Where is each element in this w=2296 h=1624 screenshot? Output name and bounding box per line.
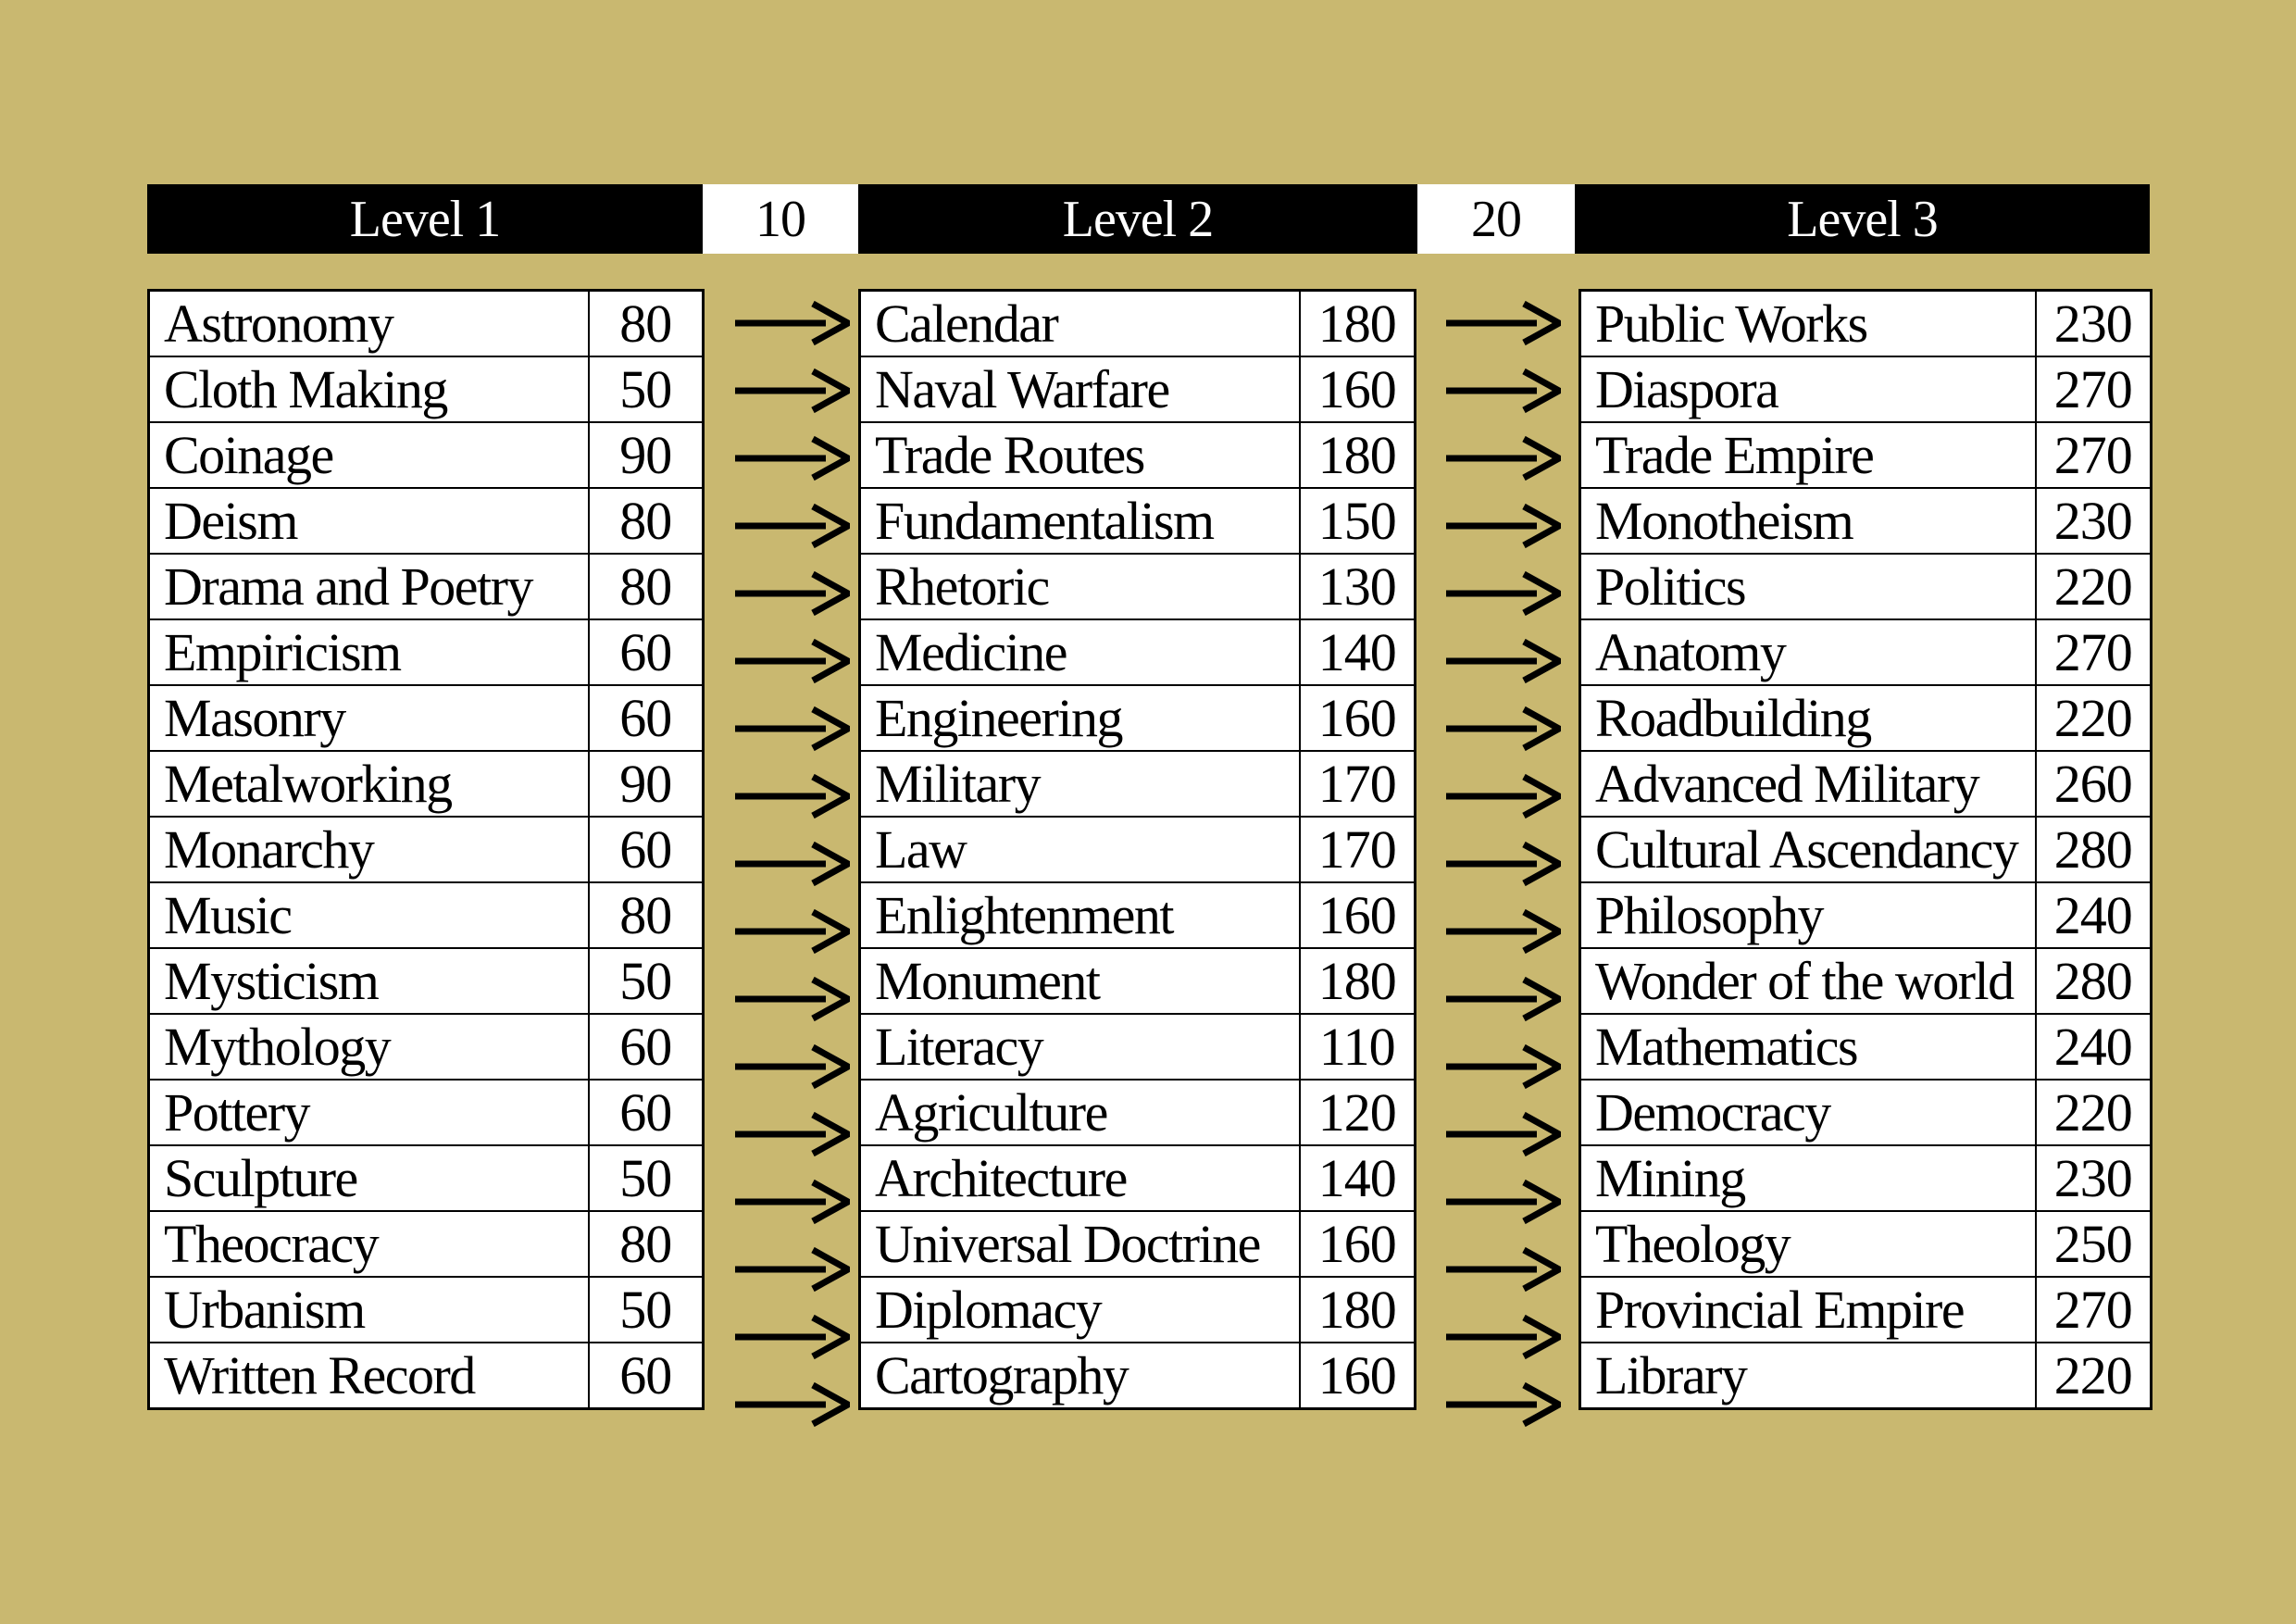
table-row [1580, 817, 2152, 882]
level2-to-level3-cost-value: 20 [1471, 190, 1521, 248]
table-row [1580, 422, 2152, 488]
technology-name: Coinage [149, 422, 589, 488]
right-arrow-icon [1442, 830, 1563, 897]
technology-name: Cloth Making [149, 356, 589, 422]
level1-header [147, 184, 703, 254]
table-row [860, 882, 1416, 948]
technology-cost: 240 [2036, 882, 2152, 948]
technology-cost: 60 [589, 1343, 704, 1409]
table-row [149, 291, 704, 357]
technology-cost: 50 [589, 948, 704, 1014]
technology-cost: 50 [589, 1145, 704, 1211]
technology-name: Sculpture [149, 1145, 589, 1211]
right-arrow-icon [731, 830, 852, 897]
right-arrow-icon [731, 1168, 852, 1235]
table-row [1580, 1014, 2152, 1080]
technology-name: Naval Warfare [860, 356, 1300, 422]
technology-name: Anatomy [1580, 619, 2036, 685]
technology-cost: 60 [589, 619, 704, 685]
table-row [1580, 1080, 2152, 1145]
technology-cost: 160 [1300, 356, 1416, 422]
technology-cost: 230 [2036, 291, 2152, 357]
technology-cost: 270 [2036, 356, 2152, 422]
technology-cost: 160 [1300, 882, 1416, 948]
technology-name: Mathematics [1580, 1014, 2036, 1080]
table-row [149, 422, 704, 488]
right-arrow-icon [1442, 289, 1563, 356]
right-arrow-icon [1442, 356, 1563, 424]
technology-name: Mythology [149, 1014, 589, 1080]
technology-cost: 80 [589, 1211, 704, 1277]
table-row [860, 554, 1416, 619]
level1-header-label: Level 1 [349, 190, 501, 248]
technology-name: Urbanism [149, 1277, 589, 1343]
technology-cost: 240 [2036, 1014, 2152, 1080]
table-row [860, 619, 1416, 685]
technology-name: Calendar [860, 291, 1300, 357]
table-row [860, 422, 1416, 488]
right-arrow-icon [731, 762, 852, 830]
technology-name: Fundamentalism [860, 488, 1300, 554]
technology-cost: 60 [589, 817, 704, 882]
table-row [1580, 291, 2152, 357]
level2-to-level3-cost [1417, 184, 1575, 254]
technology-name: Mysticism [149, 948, 589, 1014]
right-arrow-icon [1442, 1100, 1563, 1168]
right-arrow-icon [1442, 1303, 1563, 1370]
level2-table [858, 289, 1416, 1410]
technology-name: Trade Routes [860, 422, 1300, 488]
table-row [1580, 882, 2152, 948]
technology-cost: 80 [589, 488, 704, 554]
table-row [1580, 948, 2152, 1014]
technology-name: Written Record [149, 1343, 589, 1409]
technology-cost: 280 [2036, 817, 2152, 882]
technology-name: Astronomy [149, 291, 589, 357]
table-row [149, 1080, 704, 1145]
right-arrow-icon [731, 1370, 852, 1438]
table-row [1580, 1343, 2152, 1409]
table-row [149, 1277, 704, 1343]
technology-cost: 90 [589, 422, 704, 488]
technology-cost: 180 [1300, 422, 1416, 488]
technology-name: Deism [149, 488, 589, 554]
table-row [860, 291, 1416, 357]
technology-name: Diplomacy [860, 1277, 1300, 1343]
table-row [149, 817, 704, 882]
technology-name: Public Works [1580, 291, 2036, 357]
table-row [149, 751, 704, 817]
technology-name: Rhetoric [860, 554, 1300, 619]
table-row [1580, 554, 2152, 619]
technology-cost: 170 [1300, 817, 1416, 882]
technology-cost: 50 [589, 1277, 704, 1343]
table-row [860, 1277, 1416, 1343]
right-arrow-icon [1442, 897, 1563, 965]
technology-cost: 60 [589, 1080, 704, 1145]
technology-cost: 230 [2036, 1145, 2152, 1211]
table-row [1580, 488, 2152, 554]
technology-name: Theology [1580, 1211, 2036, 1277]
table-row [860, 1014, 1416, 1080]
table-row [860, 356, 1416, 422]
technology-name: Advanced Military [1580, 751, 2036, 817]
technology-cost: 230 [2036, 488, 2152, 554]
table-row [149, 619, 704, 685]
level2-header [858, 184, 1417, 254]
right-arrow-icon [1442, 1168, 1563, 1235]
table-row [149, 1145, 704, 1211]
table-row [149, 882, 704, 948]
table-row [860, 1080, 1416, 1145]
technology-name: Wonder of the world [1580, 948, 2036, 1014]
technology-cost: 170 [1300, 751, 1416, 817]
technology-cost: 270 [2036, 422, 2152, 488]
right-arrow-icon [1442, 762, 1563, 830]
level1-to-level2-cost [703, 184, 858, 254]
technology-name: Engineering [860, 685, 1300, 751]
technology-cost: 120 [1300, 1080, 1416, 1145]
technology-name: Diaspora [1580, 356, 2036, 422]
table-row [1580, 1145, 2152, 1211]
technology-cost: 90 [589, 751, 704, 817]
technology-cost: 160 [1300, 1211, 1416, 1277]
technology-name: Trade Empire [1580, 422, 2036, 488]
table-row [149, 1343, 704, 1409]
right-arrow-icon [731, 289, 852, 356]
right-arrow-icon [731, 356, 852, 424]
table-row [1580, 1211, 2152, 1277]
technology-name: Architecture [860, 1145, 1300, 1211]
level3-header-label: Level 3 [1787, 190, 1938, 248]
table-row [149, 685, 704, 751]
table-row [149, 488, 704, 554]
right-arrow-icon [731, 897, 852, 965]
table-row [860, 685, 1416, 751]
level1-table [147, 289, 705, 1410]
table-row [860, 817, 1416, 882]
technology-cost: 280 [2036, 948, 2152, 1014]
technology-name: Politics [1580, 554, 2036, 619]
technology-cost: 260 [2036, 751, 2152, 817]
right-arrow-icon [731, 694, 852, 762]
technology-name: Music [149, 882, 589, 948]
table-row [1580, 685, 2152, 751]
technology-cost: 80 [589, 291, 704, 357]
technology-cost: 160 [1300, 685, 1416, 751]
right-arrow-icon [1442, 627, 1563, 694]
level3-table [1578, 289, 2152, 1410]
technology-name: Empiricism [149, 619, 589, 685]
table-row [860, 751, 1416, 817]
technology-name: Mining [1580, 1145, 2036, 1211]
technology-name: Library [1580, 1343, 2036, 1409]
right-arrow-icon [731, 627, 852, 694]
level1-to-level2-cost-value: 10 [755, 190, 805, 248]
technology-cost: 80 [589, 554, 704, 619]
technology-name: Universal Doctrine [860, 1211, 1300, 1277]
technology-cost: 180 [1300, 1277, 1416, 1343]
technology-cost: 220 [2036, 554, 2152, 619]
right-arrow-icon [1442, 1370, 1563, 1438]
technology-name: Monotheism [1580, 488, 2036, 554]
technology-name: Literacy [860, 1014, 1300, 1080]
level2-to-level3-arrows [1442, 289, 1563, 1438]
technology-name: Monument [860, 948, 1300, 1014]
technology-name: Theocracy [149, 1211, 589, 1277]
technology-name: Medicine [860, 619, 1300, 685]
technology-cost: 140 [1300, 619, 1416, 685]
table-row [149, 1211, 704, 1277]
technology-cost: 50 [589, 356, 704, 422]
right-arrow-icon [731, 492, 852, 559]
technology-name: Drama and Poetry [149, 554, 589, 619]
technology-name: Provincial Empire [1580, 1277, 2036, 1343]
table-row [860, 488, 1416, 554]
table-row [1580, 751, 2152, 817]
right-arrow-icon [1442, 424, 1563, 492]
right-arrow-icon [1442, 694, 1563, 762]
technology-name: Monarchy [149, 817, 589, 882]
table-row [860, 1343, 1416, 1409]
right-arrow-icon [1442, 492, 1563, 559]
right-arrow-icon [731, 424, 852, 492]
technology-name: Enlightenment [860, 882, 1300, 948]
right-arrow-icon [731, 965, 852, 1032]
right-arrow-icon [1442, 965, 1563, 1032]
table-row [860, 1211, 1416, 1277]
technology-cost: 270 [2036, 619, 2152, 685]
table-row [860, 1145, 1416, 1211]
technology-cost: 110 [1300, 1014, 1416, 1080]
technology-name: Democracy [1580, 1080, 2036, 1145]
technology-name: Agriculture [860, 1080, 1300, 1145]
level2-header-label: Level 2 [1062, 190, 1214, 248]
technology-cost: 160 [1300, 1343, 1416, 1409]
right-arrow-icon [731, 559, 852, 627]
right-arrow-icon [731, 1032, 852, 1100]
technology-cost: 60 [589, 685, 704, 751]
technology-cost: 60 [589, 1014, 704, 1080]
technology-name: Roadbuilding [1580, 685, 2036, 751]
table-row [1580, 619, 2152, 685]
table-row [149, 948, 704, 1014]
right-arrow-icon [731, 1100, 852, 1168]
technology-name: Masonry [149, 685, 589, 751]
technology-cost: 130 [1300, 554, 1416, 619]
technology-cost: 220 [2036, 1080, 2152, 1145]
technology-name: Law [860, 817, 1300, 882]
technology-name: Cartography [860, 1343, 1300, 1409]
technology-name: Pottery [149, 1080, 589, 1145]
table-row [149, 356, 704, 422]
technology-cost: 180 [1300, 948, 1416, 1014]
technology-name: Philosophy [1580, 882, 2036, 948]
technology-cost: 150 [1300, 488, 1416, 554]
technology-name: Military [860, 751, 1300, 817]
technology-cost: 270 [2036, 1277, 2152, 1343]
right-arrow-icon [1442, 1032, 1563, 1100]
technology-cost: 220 [2036, 1343, 2152, 1409]
table-row [149, 554, 704, 619]
technology-cost: 80 [589, 882, 704, 948]
level1-to-level2-arrows [731, 289, 852, 1438]
table-row [1580, 1277, 2152, 1343]
right-arrow-icon [1442, 559, 1563, 627]
technology-cost: 140 [1300, 1145, 1416, 1211]
technology-cost: 250 [2036, 1211, 2152, 1277]
table-row [149, 1014, 704, 1080]
level3-header [1575, 184, 2150, 254]
right-arrow-icon [731, 1235, 852, 1303]
technology-cost: 220 [2036, 685, 2152, 751]
technology-cost: 180 [1300, 291, 1416, 357]
right-arrow-icon [1442, 1235, 1563, 1303]
technology-name: Metalworking [149, 751, 589, 817]
technology-name: Cultural Ascendancy [1580, 817, 2036, 882]
table-row [860, 948, 1416, 1014]
table-row [1580, 356, 2152, 422]
right-arrow-icon [731, 1303, 852, 1370]
